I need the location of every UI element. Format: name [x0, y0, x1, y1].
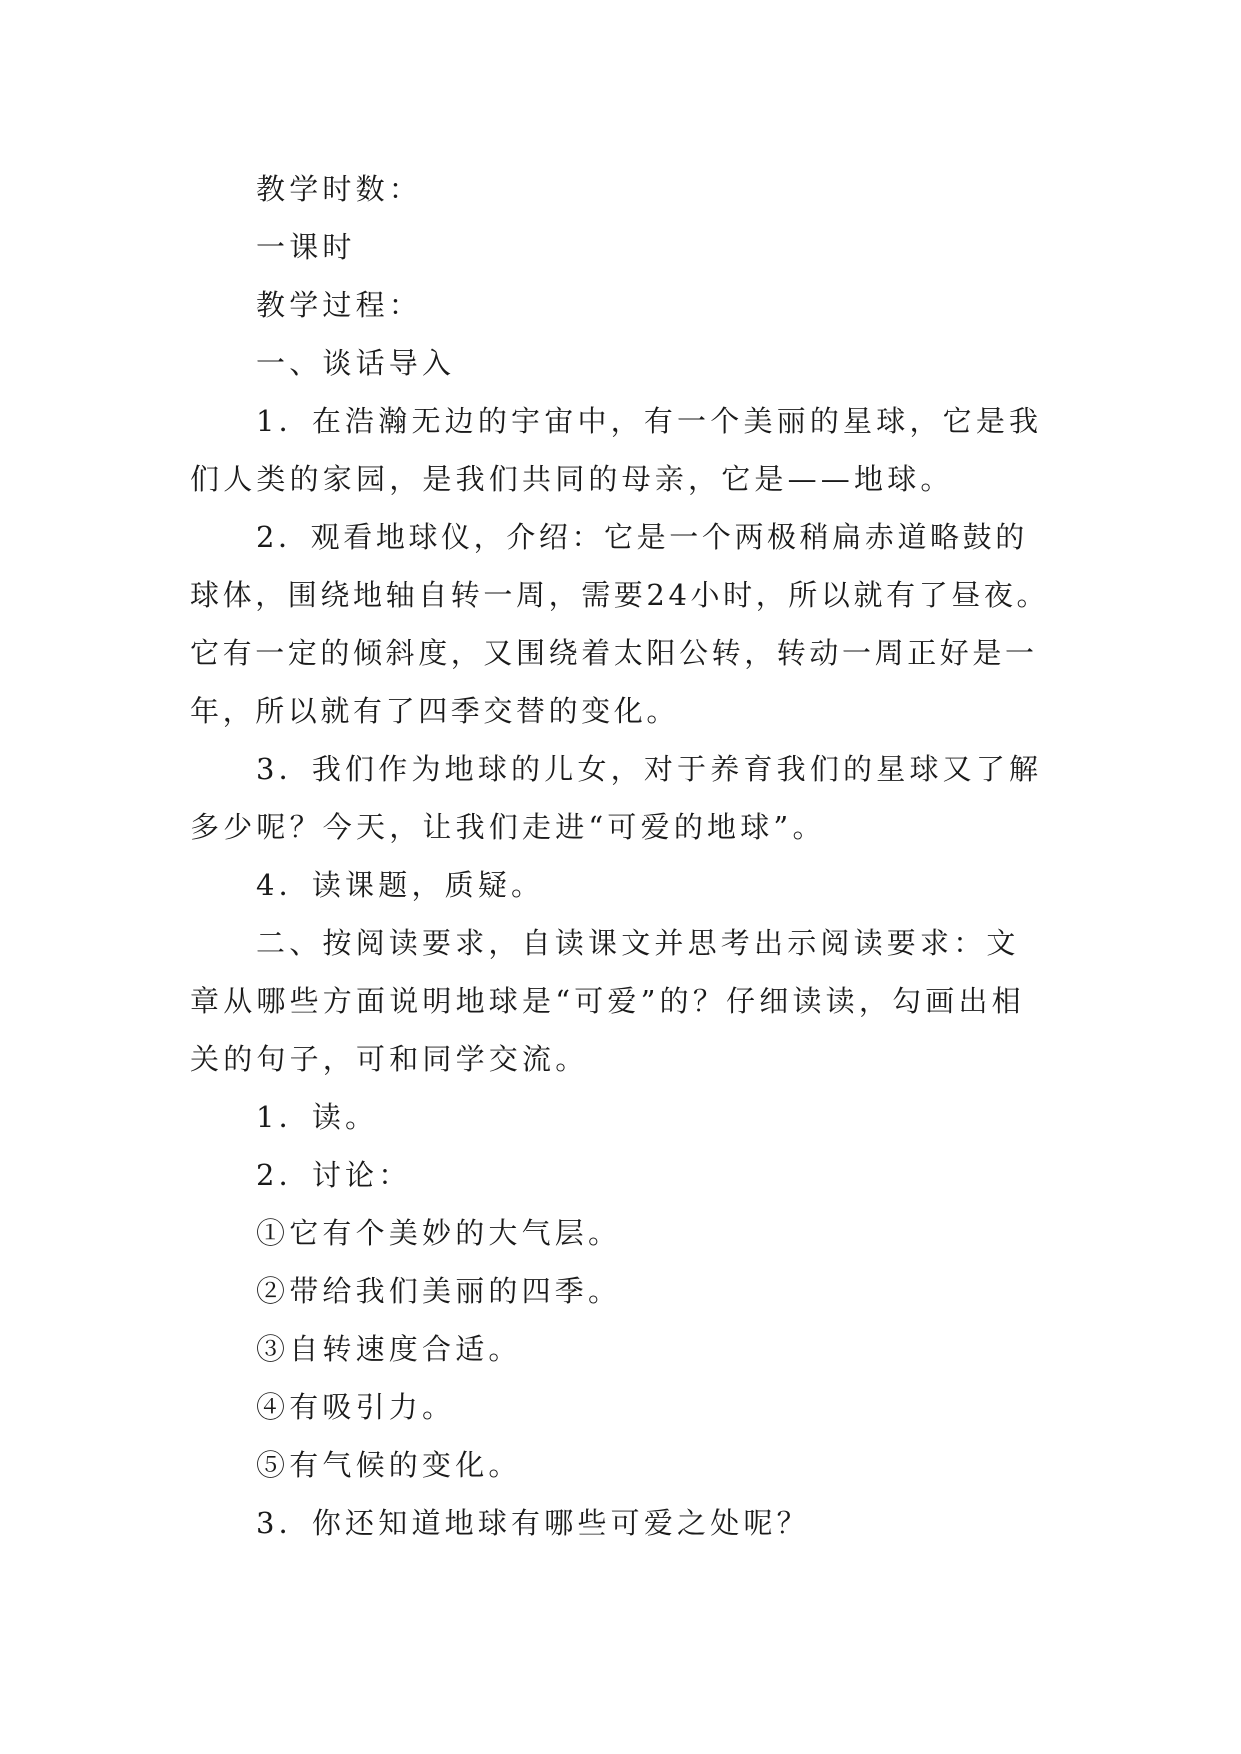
document-body [190, 160, 1050, 1552]
paragraph-intro-item-4: 4．读课题，质疑。 [256, 868, 545, 902]
list-item-point-3: ③自转速度合适。 [256, 1332, 522, 1366]
paragraph-teaching-process-label: 教学过程： [256, 288, 423, 322]
paragraph-teaching-hours-label: 教学时数： [256, 172, 423, 206]
paragraph-reading-item-2: 2．讨论： [256, 1158, 412, 1192]
list-item-point-5: ⑤有气候的变化。 [256, 1448, 522, 1482]
list-item-point-4: ④有吸引力。 [256, 1390, 456, 1424]
paragraph-reading-item-1: 1．读。 [256, 1100, 379, 1134]
list-item-point-2: ②带给我们美丽的四季。 [256, 1274, 622, 1308]
paragraph-reading-item-3: 3．你还知道地球有哪些可爱之处呢？ [256, 1506, 810, 1540]
section-heading-reading: 二、按阅读要求，自读课文并思考出示阅读要求：文章从哪些方面说明地球是“可爱”的？仔细读读，勾画出相关的句子，可和同学交流。 [190, 926, 1025, 1076]
section-heading-introduction: 一、谈话导入 [256, 346, 456, 380]
paragraph-teaching-hours-value: 一课时 [256, 230, 356, 264]
paragraph-intro-item-3: 3．我们作为地球的儿女，对于养育我们的星球又了解多少呢？今天，让我们走进“可爱的地球”。 [190, 752, 1043, 844]
paragraph-intro-item-1: 1．在浩瀚无边的宇宙中，有一个美丽的星球，它是我们人类的家园，是我们共同的母亲，它是——地球。 [190, 404, 1043, 496]
paragraph-intro-item-2: 2．观看地球仪，介绍：它是一个两极稍扁赤道略鼓的球体，围绕地轴自转一周，需要24小时，所以就有了昼夜。它有一定的倾斜度，又围绕着太阳公转，转动一周正好是一年，所以就有了四季交替的变化。 [190, 520, 1050, 728]
list-item-point-1: ①它有个美妙的大气层。 [256, 1216, 622, 1250]
